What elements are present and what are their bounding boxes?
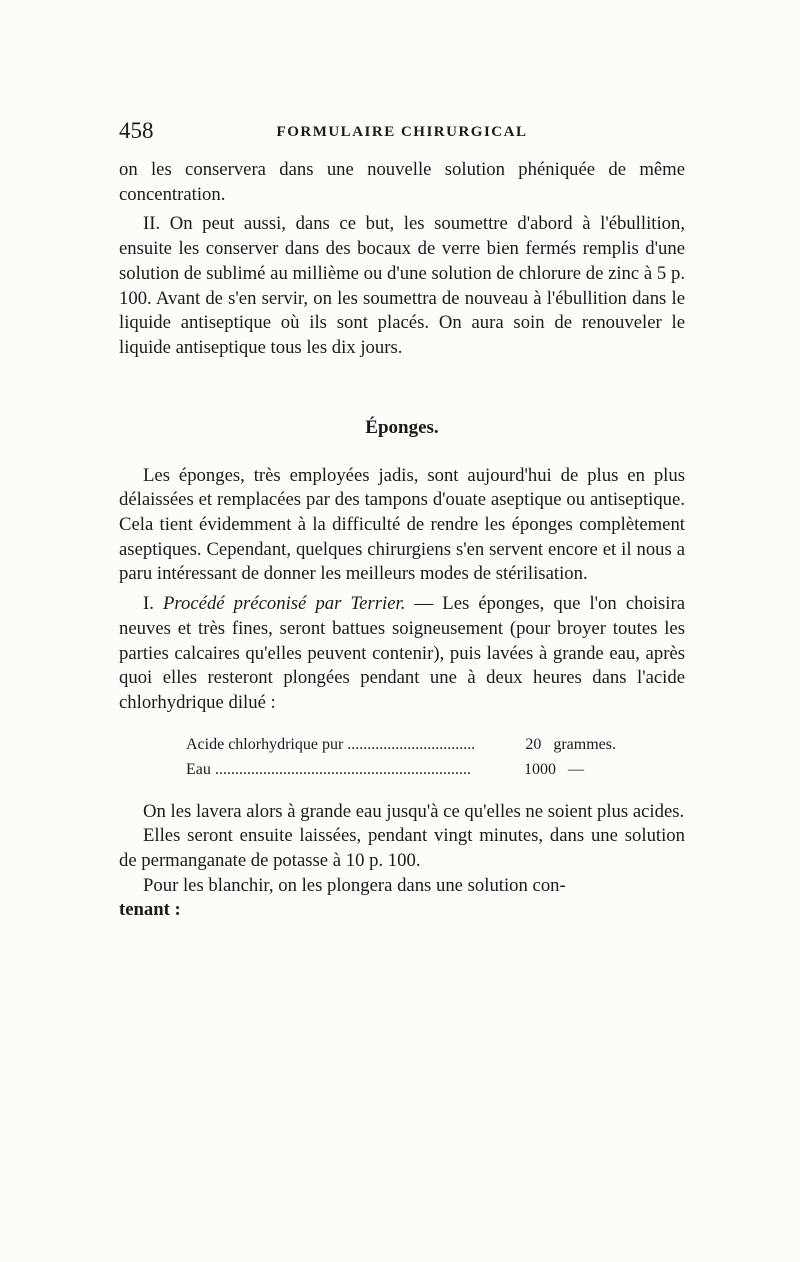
recipe-table	[186, 732, 616, 782]
bleach-text: Pour les blanchir, on les plongera dans une solution con-	[143, 874, 566, 896]
recipe-row	[186, 757, 616, 782]
running-head: FORMULAIRE CHIRURGICAL	[276, 124, 528, 140]
ingredient-unit: —	[568, 760, 584, 778]
bleach-text-end: tenant :	[119, 899, 181, 921]
method-number: I.	[143, 593, 164, 615]
paragraph-bleach	[119, 874, 685, 923]
paragraph-permanganate: Elles seront ensuite laissées, pendant vingt minutes, dans une solution de permanganate de potasse à 10 p. 100.	[119, 825, 685, 872]
paragraph-terrier-method	[119, 592, 685, 716]
ingredient-name: Eau .....	[186, 757, 486, 782]
paragraph-method-two: II. On peut aussi, dans ce but, les soumettre d'abord à l'ébullition, ensuite les conserver dans des bocaux de verre bien fermés remplis d'une solution de sublimé au millième ou d'une solution de chlorure de zinc à 5 p. 100. Avant de s'en servir, on les soumettra de nouveau à l'ébullition dans le liquide antiseptique où ils sont placés. On aura soin de renouveler le liquide antiseptique tous les dix jours.	[119, 213, 685, 358]
ingredient-name: Acide chlorhydrique pur .....	[186, 732, 474, 757]
page-number: 458	[119, 118, 154, 143]
paragraph-eponges-intro: Les éponges, très employées jadis, sont aujourd'hui de plus en plus délaissées et remplacées par des tampons d'ouate aseptique ou antiseptique. Cela tient évidemment à la difficulté de rendre les éponges complètement aseptiques. Cependant, quelques chirurgiens s'en servent encore et il nous a paru intéressant de donner les meilleurs modes de stérilisation.	[119, 464, 685, 585]
ingredient-quantity: 20	[525, 735, 542, 753]
paragraph-continuation: on les conservera dans une nouvelle solution phéniquée de même concentration.	[119, 159, 685, 205]
page-body	[119, 158, 685, 923]
method-text: — Les éponges, que l'on choisira neuves et très fines, seront battues soigneusement (pour broyer toutes les parties calcaires qu'elles peuvent contenir), puis lavées à grande eau, après quoi elles resteront plongées pendant une à deux heures dans l'acide chlorhydrique dilué :	[119, 593, 685, 713]
ingredient-quantity: 1000	[524, 760, 556, 778]
paragraph-rinse: On les lavera alors à grande eau jusqu'à ce qu'elles ne soient plus acides.	[143, 800, 685, 822]
recipe-row	[186, 732, 616, 757]
method-title: Procédé préconisé par Terrier.	[163, 593, 406, 615]
section-heading: Éponges.	[365, 416, 439, 438]
page-header	[119, 118, 685, 152]
ingredient-unit: grammes.	[553, 735, 616, 753]
